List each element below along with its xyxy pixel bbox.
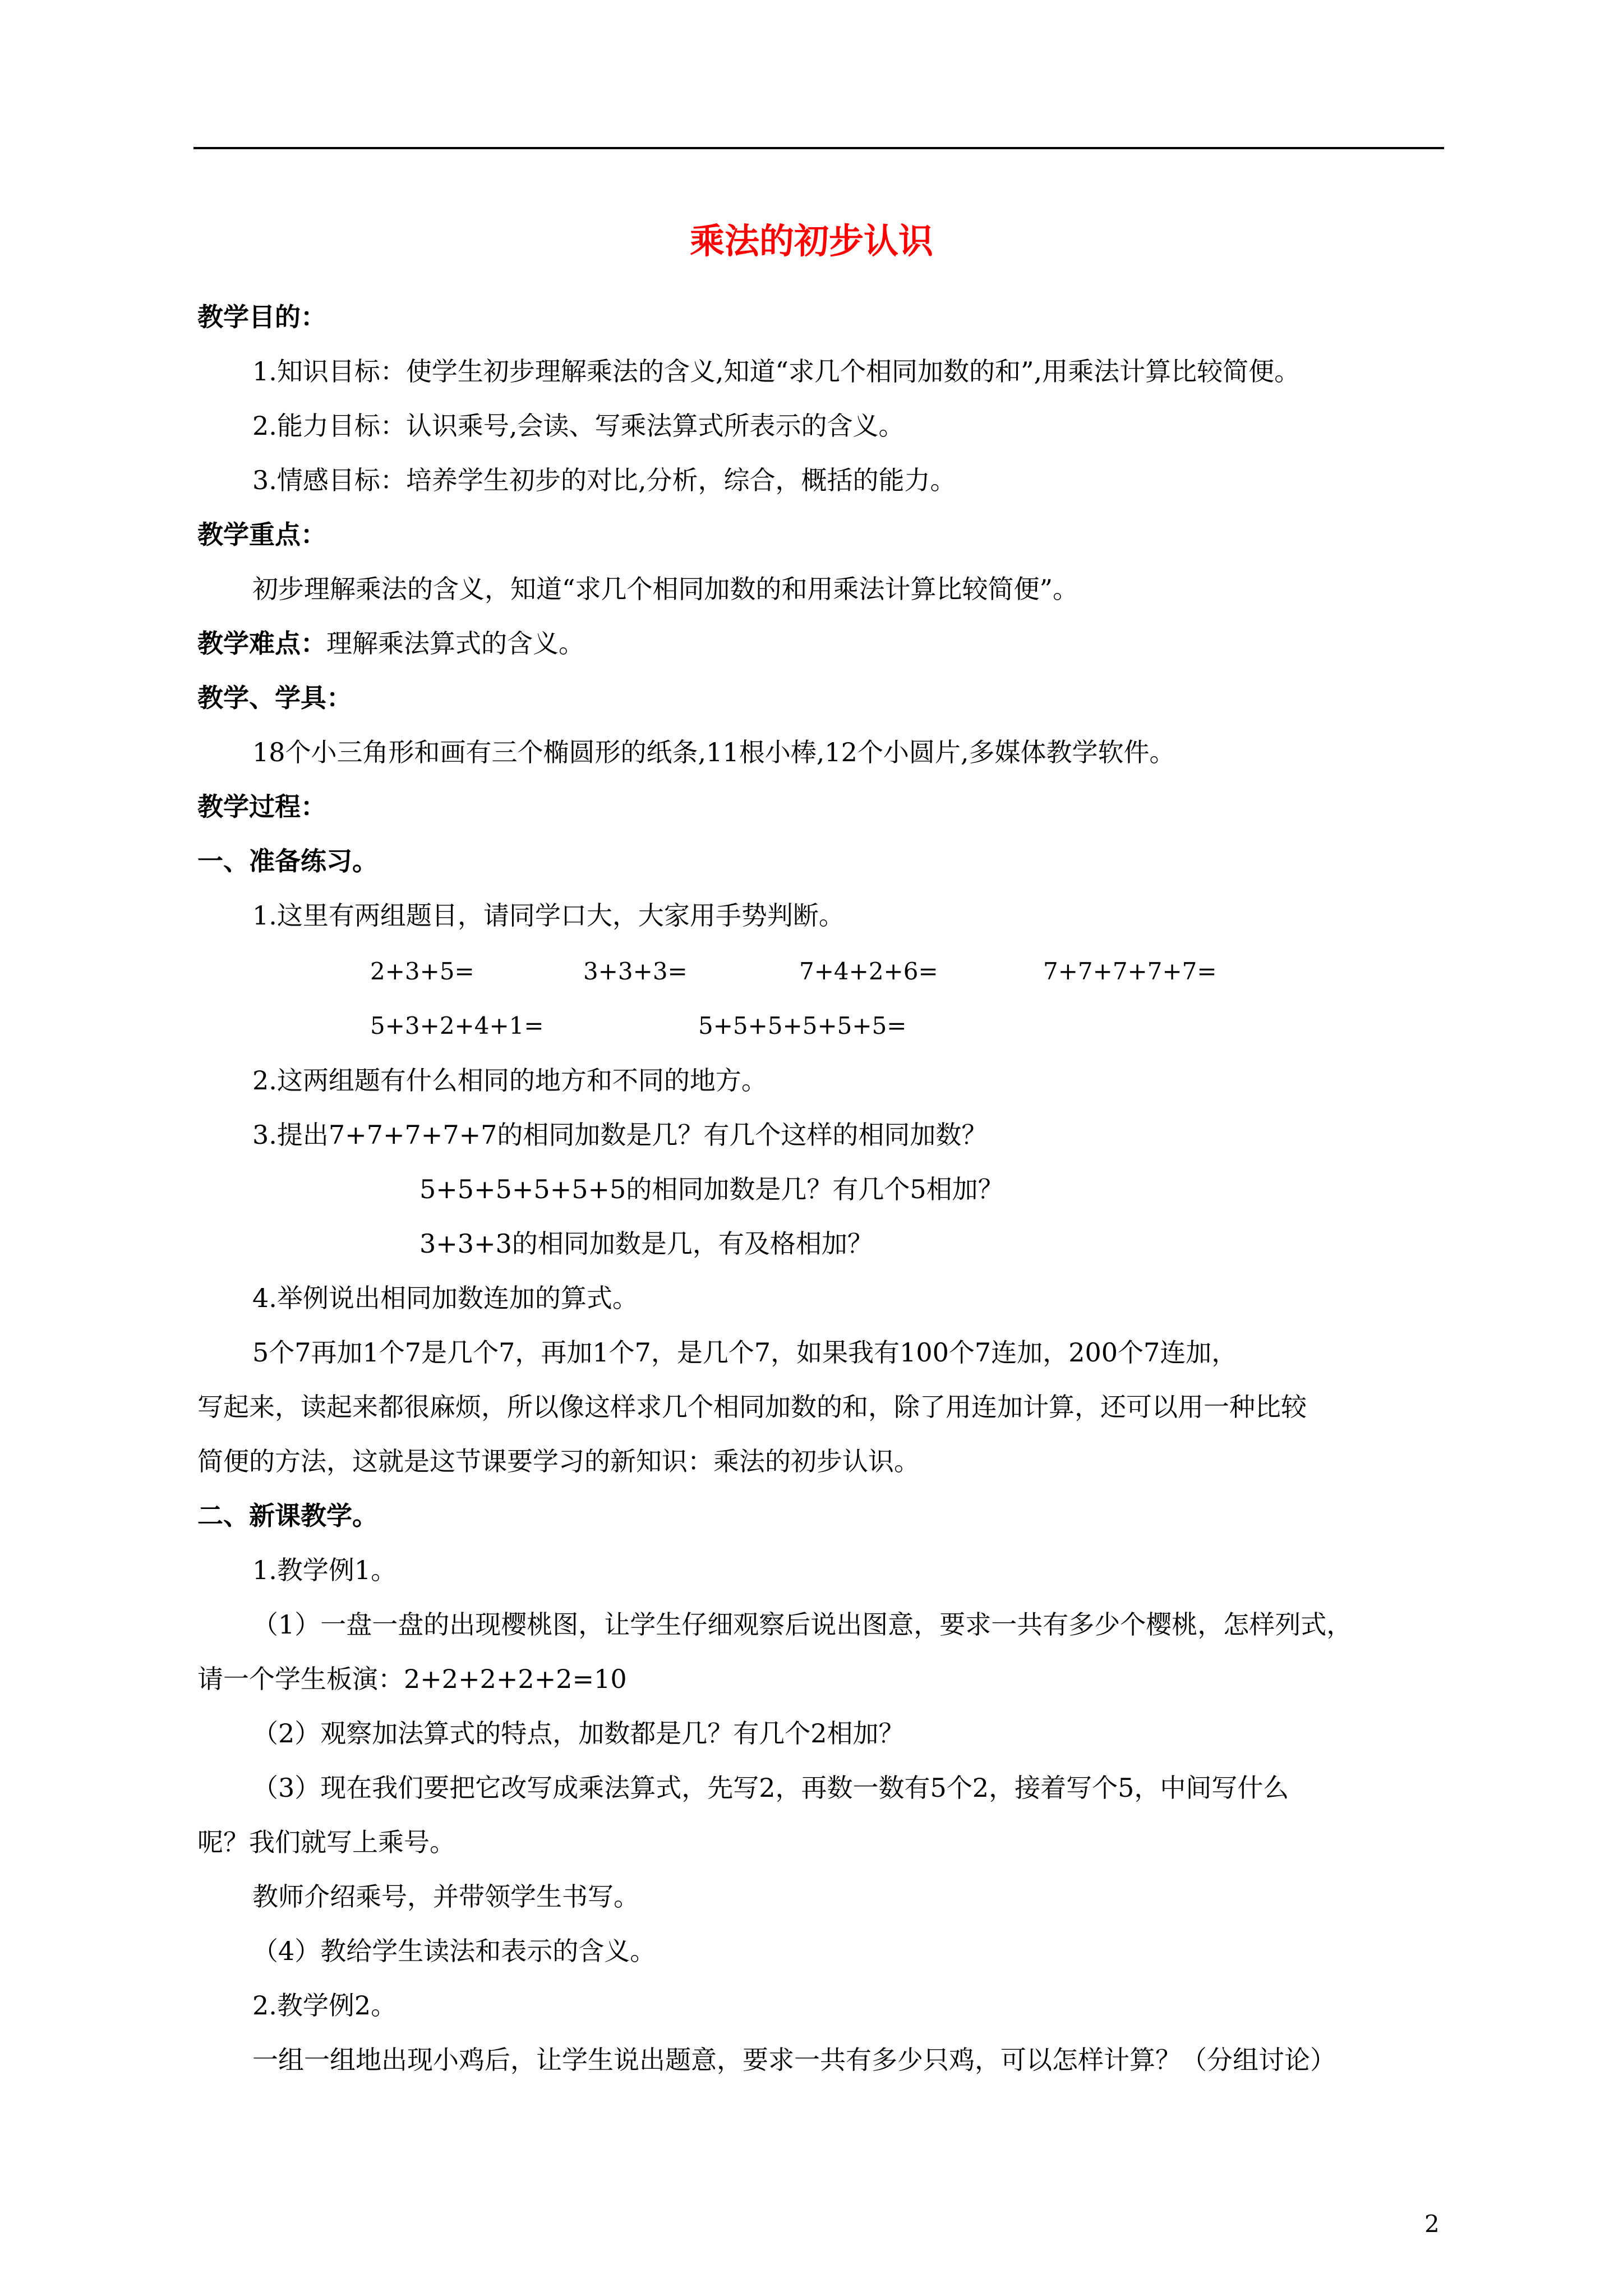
page-number: 2 xyxy=(1424,2210,1440,2238)
part1-heading: 一、准备练习。 xyxy=(197,846,378,876)
tools-text: 18个小三角形和画有三个椭圆形的纸条,11根小棒,12个小圆片,多媒体教学软件。 xyxy=(252,737,1175,767)
difficulty-heading: 教学难点： xyxy=(197,628,326,659)
part2-heading: 二、新课教学。 xyxy=(197,1501,378,1531)
goal-1: 1.知识目标：使学生初步理解乘法的含义,知道“求几个相同加数的和”,用乘法计算比较简便。 xyxy=(252,356,1301,386)
goals-heading: 教学目的： xyxy=(197,302,326,332)
part2-item-1a-line-2: 请一个学生板演：2+2+2+2+2=10 xyxy=(197,1664,627,1694)
math-expression: 7+4+2+6= xyxy=(799,958,938,985)
part2-item-1c-line-2: 呢？我们就写上乘号。 xyxy=(197,1827,455,1857)
part2-item-1e: （4）教给学生读法和表示的含义。 xyxy=(252,1936,656,1966)
part1-paragraph-line-1: 5个7再加1个7是几个7，再加1个7，是几个7，如果我有100个7连加，200个7连加， xyxy=(252,1337,1238,1368)
tools-heading: 教学、学具： xyxy=(197,683,352,713)
header-rule xyxy=(193,147,1444,149)
goal-3: 3.情感目标：培养学生初步的对比,分析，综合，概括的能力。 xyxy=(252,465,956,495)
part1-item-4: 4.举例说出相同加数连加的算式。 xyxy=(252,1283,638,1313)
part1-paragraph-line-2: 写起来，读起来都很麻烦，所以像这样求几个相同加数的和，除了用连加计算，还可以用一种比较 xyxy=(197,1392,1307,1422)
process-heading: 教学过程： xyxy=(197,792,326,822)
part1-item-1: 1.这里有两组题目，请同学口大，大家用手势判断。 xyxy=(252,900,845,931)
part2-item-1d: 教师介绍乘号，并带领学生书写。 xyxy=(252,1881,639,1912)
part2-item-1c-line-1: （3）现在我们要把它改写成乘法算式，先写2，再数一数有5个2，接着写个5，中间写什么 xyxy=(252,1773,1289,1803)
math-expression: 3+3+3= xyxy=(583,958,688,985)
page-title: 乘法的初步认识 xyxy=(689,220,933,261)
part2-item-1: 1.教学例1。 xyxy=(252,1555,397,1585)
part2-item-1b: （2）观察加法算式的特点，加数都是几？有几个2相加？ xyxy=(252,1718,905,1749)
math-expression: 5+5+5+5+5+5= xyxy=(698,1012,907,1039)
part2-item-2: 2.教学例2。 xyxy=(252,1990,397,2021)
part1-item-3: 3.提出7+7+7+7+7的相同加数是几？有几个这样的相同加数？ xyxy=(252,1120,988,1150)
difficulty-text: 理解乘法算式的含义。 xyxy=(326,628,584,659)
math-expression: 7+7+7+7+7= xyxy=(1043,958,1217,985)
difficulty-line xyxy=(197,627,584,660)
part1-item-3b: 5+5+5+5+5+5的相同加数是几？有几个5相加？ xyxy=(419,1174,1004,1204)
part1-item-3c: 3+3+3的相同加数是几，有及格相加？ xyxy=(419,1228,873,1259)
key-heading: 教学重点： xyxy=(197,519,326,550)
part2-item-2a: 一组一组地出现小鸡后，让学生说出题意，要求一共有多少只鸡，可以怎样计算？（分组讨论） xyxy=(252,2045,1336,2075)
key-text: 初步理解乘法的含义，知道“求几个相同加数的和用乘法计算比较简便”。 xyxy=(252,574,1079,604)
part1-item-2: 2.这两组题有什么相同的地方和不同的地方。 xyxy=(252,1065,767,1096)
math-expression: 5+3+2+4+1= xyxy=(370,1012,544,1039)
goal-2: 2.能力目标：认识乘号,会读、写乘法算式所表示的含义。 xyxy=(252,411,905,441)
part2-item-1a-line-1: （1）一盘一盘的出现樱桃图，让学生仔细观察后说出图意，要求一共有多少个樱桃，怎样列式， xyxy=(252,1609,1353,1640)
part1-paragraph-line-3: 简便的方法，这就是这节课要学习的新知识：乘法的初步认识。 xyxy=(197,1446,920,1476)
math-expression: 2+3+5= xyxy=(370,958,474,985)
